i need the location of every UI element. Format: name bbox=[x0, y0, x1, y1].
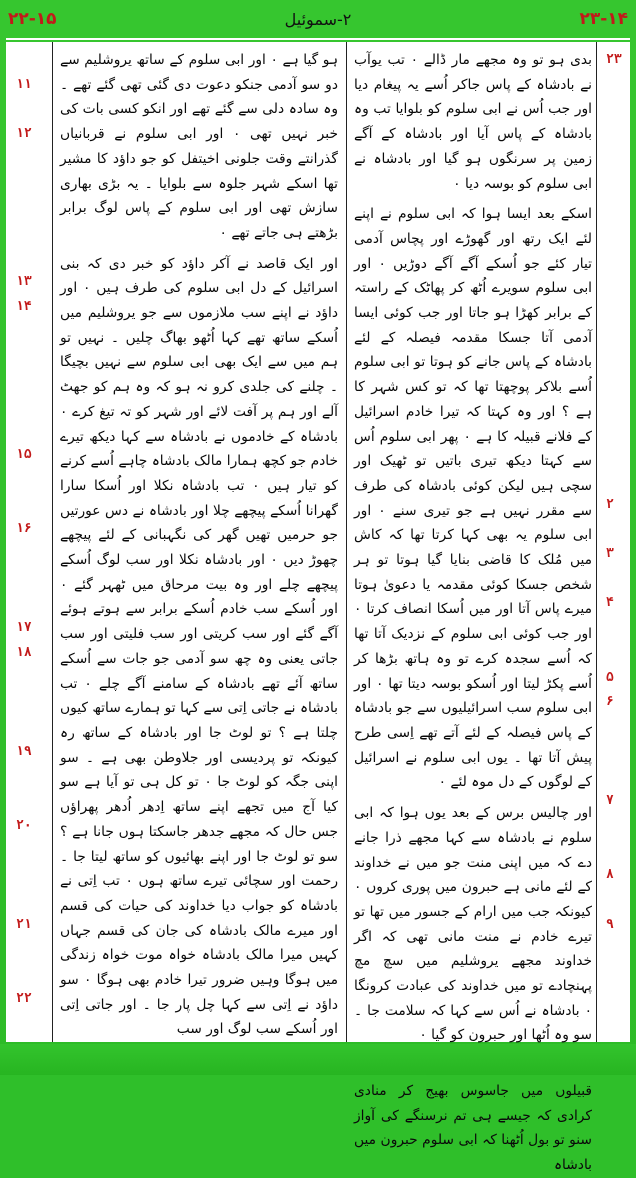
verse-number: ۱۱ bbox=[16, 76, 32, 92]
verse-number: ۱۹ bbox=[16, 743, 32, 759]
verse-number: ۱۵ bbox=[16, 447, 32, 463]
book-title: ۲-سموئیل bbox=[284, 9, 352, 29]
paragraph: اسکے بعد ایسا ہوا کہ ابی سلوم نے اپنے لئے ایک رتھ اور گھوڑے اور پچاس آدمی تیار کئے جو اُسکے آگے آگے دوڑیں ۰ اور ابی سلوم سویرے اُٹھ کر پھاٹک کے راستہ کے برابر کھڑا ہو جاتا اور جب کوئی ایسا آدمی آتا جسکا مقدمہ فیصلہ کے لئے بادشاہ کے پاس جانے کو ہوتا تو ابی سلوم اُسے بلاکر پوچھتا تھا کہ تو کس شہر کا ہے ؟ اور وہ کہتا کہ تیرا خادم اسرائیل کے فلانے قبیلہ کا ہے ۰ پھر ابی سلوم اُس سے کہتا دیکھ تیری باتیں تو ٹھیک اور سچی ہیں لیکن کوئی بادشاہ کی طرف سے مقرر نہیں ہے جو تیری سنے ۰ اور ابی سلوم یہ بھی کہا کرتا تھا کہ کاش میں مُلک کا قاضی بنایا گیا ہوتا تو ہر شخص جسکا کوئی مقدمہ یا دعویٰ ہوتا میرے پاس آتا اور میں اُسکا انصاف کرتا ۰ اور جب کوئی ابی سلوم کے نزدیک آتا تھا کہ اُسے سجدہ کرے تو وہ ہاتھ بڑھا کر اُسے پکڑ لیتا اور اُسکو بوسہ دیتا تھا ۰ اور ابی سلوم سب اسرائیلیوں سے جو بادشاہ کے پاس فیصلہ کے لئے آتے تھے اِسی طرح پیش آتا تھا ۔ یوں ابی سلوم نے اسرائیل کے لوگوں کے دل موہ لئے ۰ bbox=[354, 206, 593, 791]
paragraph: ہو گیا ہے ۰ اور ابی سلوم کے ساتھ یروشلیم سے دو سو آدمی جنکو دعوت دی گئی تھی گئے تھے ۔ وہ سادہ دلی سے گئے تھے اور انکو کسی بات کی خبر نہیں تھی ۰ اور ابی سلوم نے قربانیاں گذرانتے وقت جلونی اخیتفل کو جو داؤد کا مشیر تھا اسکے شہر جلوہ سے بلوایا ۔ یہ بڑی بھاری سازش تھی اور ابی سلوم کے پاس لوگ برابر بڑھتے ہی جاتے تھے ۰ bbox=[60, 52, 338, 241]
page-header bbox=[0, 0, 636, 38]
column-divider bbox=[346, 42, 347, 1042]
verse-number: ۲۳ bbox=[606, 52, 622, 67]
paragraph: اور ایک قاصد نے آکر داؤد کو خبر دی کہ بنی اسرائیل کے دل ابی سلوم کی طرف ہیں ۰ اور داؤد نے اپنے سب ملازموں سے جو یروشلیم میں اُسکے ساتھ تھے کہا اُٹھو بھاگ چلیں ۔ نہیں تو ہم میں سے ایک بھی ابی سلوم سے نہیں بچیگا ۔ چلنے کی جلدی کرو نہ ہو کہ وہ ہم کو جھٹ آلے اور ہم پر آفت لائے اور شہر کو تہ تیغ کرے ۰ بادشاہ کے خادموں نے بادشاہ سے کہا دیکھ تیرے خادم جو کچھ ہمارا مالک بادشاہ چاہے اُسے کرنے کو تیار ہیں ۰ تب بادشاہ نکلا اور اُسکا سارا گھرانا اُسکے پیچھے چلا اور بادشاہ نے دس عورتیں جو حرمیں تھیں گھر کی نگہبانی کے لئے پیچھے چھوڑ دیں ۰ اور بادشاہ نکلا اور سب لوگ اُسکے پیچھے چلے اور وہ بیت مرحاق میں ٹھہر گئے ۰ اور اُسکے سب خادم اُسکے برابر سے ہوتے ہوئے آگے گئے اور سب کریتی اور سب فلیتی اور سب جاتی یعنی وہ چھ سو آدمی جو جات سے اُسکے ساتھ آئے تھے بادشاہ کے سامنے آگے چلے ۰ تب بادشاہ نے جاتی اِتی سے کہا تو ہمارے ساتھ کیوں چلتا ہے ؟ تو لوٹ جا اور بادشاہ کے ساتھ رہ کیونکہ تو پردیسی اور جلاوطن بھی ہے ۔ سو اپنی جگہ کو لوٹ جا ۰ تو کل ہی تو آیا ہے سو کیا آج میں تجھے اپنے ساتھ اِدھر اُدھر پھراؤں جس حال کہ مجھے جدھر جاسکتا ہوں جانا ہے ؟ سو تو لوٹ جا اور اپنے بھائیوں کو ساتھ لیتا جا ۔ رحمت اور سچائی تیرے ساتھ ہوں ۰ تب اِتی نے بادشاہ کو جواب دیا خداوند کی حیات کی قسم اور میرے مالک بادشاہ کی جان کی قسم جہاں کہیں میرا مالک بادشاہ خواہ موت خواہ زندگی میں ہوگا وہیں ضرور تیرا خادم بھی ہوگا ۰ سو داؤد نے اِتی سے کہا چل پار جا ۔ اور جاتی اِتی اور اُسکے سب لوگ اور سب bbox=[60, 255, 339, 1038]
right-margin-rule bbox=[596, 42, 597, 1042]
verse-number: ۹ bbox=[606, 916, 614, 932]
verse-number: ۱۶ bbox=[16, 521, 32, 537]
chapter-ref-left: ۲۲-۱۵ bbox=[8, 9, 57, 29]
verse-number: ۱۲ bbox=[16, 126, 32, 142]
verse-number: ۲۱ bbox=[16, 916, 32, 932]
right-text-column bbox=[354, 48, 592, 1178]
left-margin-rule bbox=[52, 42, 53, 1042]
verse-number: ۳ bbox=[606, 546, 614, 561]
verse-number: ۱۷ bbox=[16, 620, 32, 636]
verse-number: ۶ bbox=[606, 694, 614, 710]
verse-number: ۲۰ bbox=[16, 817, 32, 833]
chapter-ref-right: ۲۳-۱۴ bbox=[579, 9, 628, 29]
verse-number: ۲۲ bbox=[16, 990, 32, 1006]
verse-number: ۱۴ bbox=[16, 299, 32, 314]
verse-number: ۱۳ bbox=[16, 274, 32, 290]
paragraph: بدی ہو تو وہ مجھے مار ڈالے ۰ تب یوآب نے بادشاہ کے پاس جاکر اُسے یہ پیغام دیا اور جب اُس نے ابی سلوم کو بلوایا تب وہ بادشاہ کے پاس آیا اور بادشاہ کے آگے زمین پر سرنگوں ہو گیا اور بادشاہ نے ابی سلوم کو بوسہ دیا ۰ bbox=[354, 52, 592, 192]
header-divider bbox=[6, 38, 630, 40]
left-text-column bbox=[60, 48, 338, 1042]
verse-number: ۱۸ bbox=[16, 644, 32, 660]
verse-number: ۲ bbox=[606, 496, 614, 512]
verse-number: ۴ bbox=[606, 595, 614, 611]
page-footer bbox=[0, 1044, 636, 1075]
text-body bbox=[6, 42, 630, 1173]
paragraph: اور چالیس برس کے بعد یوں ہوا کہ ابی سلوم نے بادشاہ سے کہا مجھے ذرا جانے دے کہ میں اپنی منت جو میں نے خداوند کے لئے مانی ہے حبرون میں پوری کروں ۰ کیونکہ جب میں ارام کے جسور میں تھا تو تیرے خادم نے منت مانی تھی کہ اگر خداوند مجھے یروشلیم میں سچ مچ پہنچادے تو میں خداوند کی عبادت کرونگا ۰ بادشاہ نے اُس سے کہا کہ سلامت جا ۔ سو وہ اُٹھا اور حبرون کو گیا ۰ bbox=[354, 805, 592, 1044]
paragraph: قبیلوں میں جاسوس بھیج کر منادی کرادی کہ جیسے ہی تم نرسنگے کی آواز سنو تو بول اُٹھنا کہ ابی سلوم حبرون میں بادشاہ bbox=[354, 1082, 592, 1173]
verse-number: ۷ bbox=[606, 793, 614, 808]
verse-number: ۵ bbox=[606, 669, 614, 685]
verse-number: ۸ bbox=[606, 867, 614, 883]
